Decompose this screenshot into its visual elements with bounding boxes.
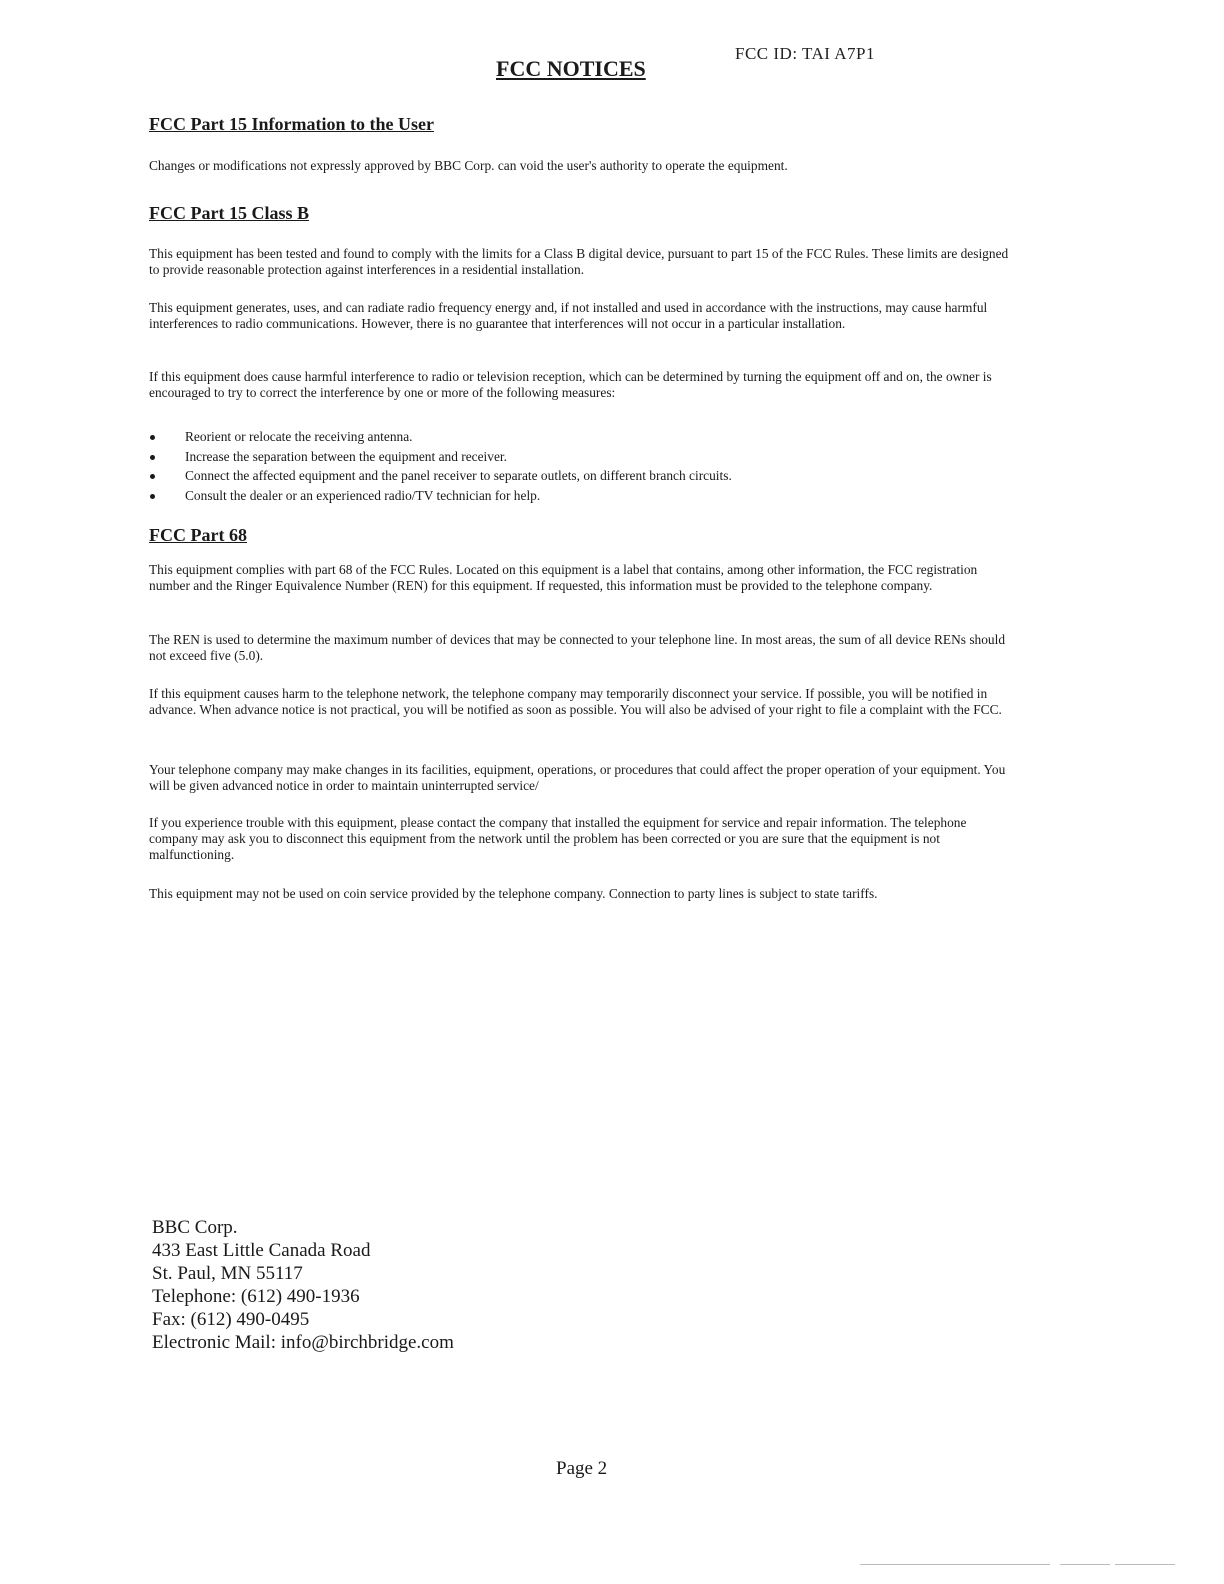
heading-part68: FCC Part 68 <box>149 525 247 545</box>
paragraph-classb-3: If this equipment does cause harmful interference to radio or television reception, which can be determined by turning the equipment off and on, the owner is encouraged to try to correct the interference by one or more of the following measures: <box>149 369 992 400</box>
measures-list <box>149 427 1009 505</box>
page-number: Page 2 <box>556 1458 608 1479</box>
list-item: Increase the separation between the equipment and receiver. <box>149 447 1009 467</box>
heading-part15-info: FCC Part 15 Information to the User <box>149 114 434 134</box>
paragraph-classb-1: This equipment has been tested and found to comply with the limits for a Class B digital device, pursuant to part 15 of the FCC Rules. These limits are designed to provide reasonable protection against interferences in a residential installation. <box>149 246 1009 277</box>
paragraph-part68-1: This equipment complies with part 68 of the FCC Rules. Located on this equipment is a label that contains, among other information, the FCC registration number and the Ringer Equivalence Number (REN) for this equipment. If requested, this information must be provided to the telephone company. <box>149 562 978 593</box>
paragraph-part68-5: If you experience trouble with this equipment, please contact the company that installed the equipment for service and repair information. The telephone company may ask you to disconnect this equipment from the network until the problem has been corrected or you are sure that the equipment is not malfunctioning. <box>149 815 967 862</box>
list-item: Connect the affected equipment and the panel receiver to separate outlets, on different branch circuits. <box>149 466 1009 486</box>
fcc-id: FCC ID: TAI A7P1 <box>735 44 875 63</box>
list-item: Consult the dealer or an experienced radio/TV technician for help. <box>149 486 1009 506</box>
scan-artifact-line <box>860 1564 1050 1565</box>
list-item: Reorient or relocate the receiving antenna. <box>149 427 1009 447</box>
paragraph-part68-2: The REN is used to determine the maximum number of devices that may be connected to your telephone line. In most areas, the sum of all device RENs should not exceed five (5.0). <box>149 632 1006 663</box>
heading-part15-classb: FCC Part 15 Class B <box>149 203 309 223</box>
address-city: St. Paul, MN 55117 <box>152 1263 303 1284</box>
address-street: 433 East Little Canada Road <box>152 1240 371 1261</box>
company-address <box>152 1216 454 1354</box>
page-title: FCC NOTICES <box>496 56 646 81</box>
address-email: Electronic Mail: info@birchbridge.com <box>152 1332 454 1353</box>
paragraph-classb-2: This equipment generates, uses, and can radiate radio frequency energy and, if not installed and used in accordance with the instructions, may cause harmful interferences to radio communications. However, there is no guarantee that interferences will not occur in a particular installation. <box>149 300 988 331</box>
paragraph-part68-6: This equipment may not be used on coin service provided by the telephone company. Connection to party lines is subject to state tariffs. <box>149 886 878 901</box>
address-fax: Fax: (612) 490-0495 <box>152 1309 310 1330</box>
address-telephone: Telephone: (612) 490-1936 <box>152 1286 360 1307</box>
paragraph-part68-4: Your telephone company may make changes in its facilities, equipment, operations, or procedures that could affect the proper operation of your equipment. You will be given advanced notice in order to maintain uninterrupted service/ <box>149 762 1006 793</box>
paragraph-part68-3: If this equipment causes harm to the telephone network, the telephone company may temporarily disconnect your service. If possible, you will be notified in advance. When advance notice is not practical, you will be notified as soon as possible. You will also be advised of your right to file a complaint with the FCC. <box>149 686 1002 717</box>
scan-artifact-line <box>1060 1564 1110 1565</box>
scan-artifact-line <box>1115 1564 1175 1565</box>
address-company: BBC Corp. <box>152 1217 238 1238</box>
paragraph-part15-info: Changes or modifications not expressly approved by BBC Corp. can void the user's authority to operate the equipment. <box>149 158 788 173</box>
